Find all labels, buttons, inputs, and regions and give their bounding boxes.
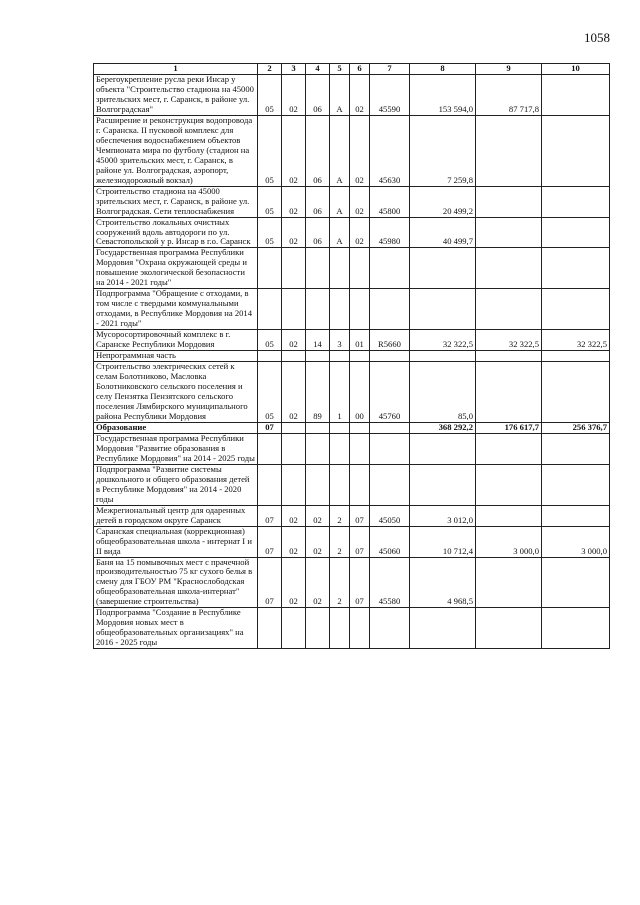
subprogram-code: [330, 608, 350, 649]
section-code: [258, 433, 282, 464]
program-code: [306, 289, 330, 330]
budget-table: [93, 63, 610, 649]
section-code: [258, 248, 282, 289]
amount-col8: [410, 248, 476, 289]
section-code: 07: [258, 557, 282, 608]
subprogram-code: 3: [330, 330, 350, 351]
amount-col8: 7 259,8: [410, 115, 476, 186]
subsection-code: 02: [282, 330, 306, 351]
program-code: [306, 608, 330, 649]
amount-col10: [542, 351, 610, 362]
program-code: 02: [306, 526, 330, 557]
subprogram-code: 1: [330, 362, 350, 423]
target-code: [370, 464, 410, 505]
subprogram-code: 2: [330, 526, 350, 557]
table-header: [94, 64, 610, 75]
subsection-code: 02: [282, 505, 306, 526]
row-name: Строительство электрических сетей к селам Болотниково, Масловка Болотниковского сельского поселения и селу Пензятка Пензятского сельского поселения Лямбирского муниципального района Республики Мордовия: [94, 362, 258, 423]
amount-col9: 3 000,0: [476, 526, 542, 557]
amount-col8: 40 499,7: [410, 217, 476, 248]
subsection-code: 02: [282, 362, 306, 423]
amount-col10: 32 322,5: [542, 330, 610, 351]
amount-col8: 32 322,5: [410, 330, 476, 351]
program-code: 02: [306, 557, 330, 608]
amount-col8: [410, 351, 476, 362]
subsection-code: [282, 464, 306, 505]
program-code: [306, 464, 330, 505]
column-header-7: 7: [370, 64, 410, 75]
target-code: 45060: [370, 526, 410, 557]
table-row: [94, 608, 610, 649]
amount-col10: [542, 362, 610, 423]
page-number: 1058: [584, 30, 610, 45]
subsection-code: 02: [282, 217, 306, 248]
column-header-1: 1: [94, 64, 258, 75]
subprogram-code: [330, 433, 350, 464]
subprogram-code: А: [330, 186, 350, 217]
row-name: Саранская специальная (коррекционная) общеобразовательная школа - интернат I и II вида: [94, 526, 258, 557]
amount-col9: [476, 186, 542, 217]
direction-code: 07: [350, 505, 370, 526]
subprogram-code: А: [330, 74, 350, 115]
subsection-code: [282, 433, 306, 464]
target-code: [370, 422, 410, 433]
target-code: 45580: [370, 557, 410, 608]
amount-col10: [542, 289, 610, 330]
amount-col8: 85,0: [410, 362, 476, 423]
target-code: 45630: [370, 115, 410, 186]
table-row: [94, 248, 610, 289]
amount-col8: 153 594,0: [410, 74, 476, 115]
row-name: Расширение и реконструкция водопровода г. Саранска. II пусковой комплекс для обеспечения водоснабжением объектов Чемпионата мира по футболу (стадион на 45000 зрительских мест, г. Саранск, в районе ул. Волгоградская, аэропорт, железнодорожный вокзал): [94, 115, 258, 186]
direction-code: 02: [350, 217, 370, 248]
direction-code: 02: [350, 115, 370, 186]
table-row: [94, 186, 610, 217]
subprogram-code: 2: [330, 557, 350, 608]
subsection-code: 02: [282, 557, 306, 608]
section-code: [258, 351, 282, 362]
row-name: Строительство стадиона на 45000 зрительских мест, г. Саранск, в районе ул. Волгоградская. Сети теплоснабжения: [94, 186, 258, 217]
subsection-code: 02: [282, 526, 306, 557]
amount-col10: [542, 557, 610, 608]
direction-code: 01: [350, 330, 370, 351]
amount-col8: 10 712,4: [410, 526, 476, 557]
amount-col9: [476, 217, 542, 248]
row-name: Строительство локальных очистных сооружений вдоль автодороги по ул. Севастопольской у р. Инсар в г.о. Саранск: [94, 217, 258, 248]
table-row: [94, 362, 610, 423]
row-name: Государственная программа Республики Мордовия "Охрана окружающей среды и повышение экологической безопасности на 2014 - 2021 годы": [94, 248, 258, 289]
column-header-8: 8: [410, 64, 476, 75]
table-row: [94, 351, 610, 362]
direction-code: 02: [350, 186, 370, 217]
table-row: [94, 330, 610, 351]
program-code: 89: [306, 362, 330, 423]
program-code: 02: [306, 505, 330, 526]
column-header-10: 10: [542, 64, 610, 75]
target-code: R5660: [370, 330, 410, 351]
amount-col9: 176 617,7: [476, 422, 542, 433]
program-code: 06: [306, 217, 330, 248]
section-code: 05: [258, 217, 282, 248]
amount-col8: 4 968,5: [410, 557, 476, 608]
amount-col9: [476, 557, 542, 608]
row-name: Межрегиональный центр для одаренных детей в городском округе Саранск: [94, 505, 258, 526]
subprogram-code: 2: [330, 505, 350, 526]
section-code: 07: [258, 422, 282, 433]
section-code: 05: [258, 115, 282, 186]
row-name: Образование: [94, 422, 258, 433]
amount-col10: [542, 433, 610, 464]
section-code: [258, 289, 282, 330]
subsection-code: 02: [282, 115, 306, 186]
table-row: [94, 289, 610, 330]
amount-col9: 32 322,5: [476, 330, 542, 351]
amount-col10: [542, 217, 610, 248]
subsection-code: [282, 351, 306, 362]
target-code: 45590: [370, 74, 410, 115]
column-header-3: 3: [282, 64, 306, 75]
subprogram-code: [330, 351, 350, 362]
amount-col9: [476, 505, 542, 526]
table-row: [94, 464, 610, 505]
row-name: Подпрограмма "Развитие системы дошкольного и общего образования детей в Республике Мордовия" на 2014 - 2020 годы: [94, 464, 258, 505]
amount-col9: [476, 351, 542, 362]
header-row: [94, 64, 610, 75]
target-code: [370, 433, 410, 464]
target-code: [370, 248, 410, 289]
amount-col10: [542, 248, 610, 289]
amount-col10: 256 376,7: [542, 422, 610, 433]
subsection-code: [282, 422, 306, 433]
amount-col10: [542, 186, 610, 217]
column-header-4: 4: [306, 64, 330, 75]
row-name: Государственная программа Республики Мордовия "Развитие образования в Республике Мордовия" на 2014 - 2025 годы: [94, 433, 258, 464]
column-header-6: 6: [350, 64, 370, 75]
amount-col10: [542, 115, 610, 186]
table-row: [94, 557, 610, 608]
table-row: [94, 526, 610, 557]
direction-code: [350, 608, 370, 649]
table-row: [94, 505, 610, 526]
column-header-2: 2: [258, 64, 282, 75]
amount-col10: [542, 608, 610, 649]
direction-code: 02: [350, 74, 370, 115]
amount-col9: [476, 433, 542, 464]
amount-col8: 368 292,2: [410, 422, 476, 433]
section-code: 05: [258, 186, 282, 217]
subprogram-code: А: [330, 115, 350, 186]
direction-code: [350, 464, 370, 505]
amount-col9: [476, 608, 542, 649]
row-name: Берегоукрепление русла реки Инсар у объекта "Строительство стадиона на 45000 зрительских мест, г. Саранск, в районе ул. Волгоградская": [94, 74, 258, 115]
amount-col8: [410, 464, 476, 505]
column-header-9: 9: [476, 64, 542, 75]
target-code: 45800: [370, 186, 410, 217]
subsection-code: [282, 289, 306, 330]
target-code: [370, 608, 410, 649]
target-code: 45980: [370, 217, 410, 248]
subprogram-code: [330, 422, 350, 433]
program-code: [306, 351, 330, 362]
row-name: Подпрограмма "Создание в Республике Мордовия новых мест в общеобразовательных организациях" на 2016 - 2025 годы: [94, 608, 258, 649]
direction-code: [350, 433, 370, 464]
direction-code: 07: [350, 526, 370, 557]
subsection-code: 02: [282, 74, 306, 115]
direction-code: [350, 289, 370, 330]
direction-code: 00: [350, 362, 370, 423]
subprogram-code: [330, 464, 350, 505]
amount-col10: 3 000,0: [542, 526, 610, 557]
amount-col9: [476, 248, 542, 289]
program-code: 14: [306, 330, 330, 351]
target-code: 45760: [370, 362, 410, 423]
amount-col10: [542, 464, 610, 505]
subprogram-code: [330, 289, 350, 330]
program-code: 06: [306, 115, 330, 186]
target-code: [370, 351, 410, 362]
amount-col9: [476, 464, 542, 505]
direction-code: [350, 351, 370, 362]
amount-col8: [410, 289, 476, 330]
program-code: [306, 433, 330, 464]
amount-col9: [476, 115, 542, 186]
row-name: Непрограммная часть: [94, 351, 258, 362]
row-name: Мусоросортировочный комплекс в г. Саранске Республики Мордовия: [94, 330, 258, 351]
section-code: [258, 464, 282, 505]
direction-code: 07: [350, 557, 370, 608]
target-code: 45050: [370, 505, 410, 526]
subprogram-code: А: [330, 217, 350, 248]
amount-col8: [410, 608, 476, 649]
table-row: [94, 433, 610, 464]
row-name: Баня на 15 помывочных мест с прачечной производительностью 75 кг сухого белья в смену для ГБОУ РМ "Краснослободская общеобразовательная школа-интернат" (завершение строительства): [94, 557, 258, 608]
direction-code: [350, 422, 370, 433]
amount-col10: [542, 505, 610, 526]
program-code: [306, 422, 330, 433]
amount-col10: [542, 74, 610, 115]
table-row: [94, 217, 610, 248]
amount-col9: 87 717,8: [476, 74, 542, 115]
section-code: 07: [258, 505, 282, 526]
amount-col8: 20 499,2: [410, 186, 476, 217]
table-row: [94, 74, 610, 115]
subprogram-code: [330, 248, 350, 289]
table-row: [94, 115, 610, 186]
subsection-code: [282, 608, 306, 649]
amount-col8: 3 012,0: [410, 505, 476, 526]
target-code: [370, 289, 410, 330]
subsection-code: [282, 248, 306, 289]
column-header-5: 5: [330, 64, 350, 75]
program-code: [306, 248, 330, 289]
section-code: [258, 608, 282, 649]
subsection-code: 02: [282, 186, 306, 217]
amount-col9: [476, 362, 542, 423]
section-code: 05: [258, 74, 282, 115]
table-body: [94, 74, 610, 648]
program-code: 06: [306, 74, 330, 115]
direction-code: [350, 248, 370, 289]
row-name: Подпрограмма "Обращение с отходами, в том числе с твердыми коммунальными отходами, в Республике Мордовия на 2014 - 2021 годы": [94, 289, 258, 330]
section-code: 05: [258, 362, 282, 423]
amount-col9: [476, 289, 542, 330]
table-row: [94, 422, 610, 433]
section-code: 05: [258, 330, 282, 351]
program-code: 06: [306, 186, 330, 217]
amount-col8: [410, 433, 476, 464]
section-code: 07: [258, 526, 282, 557]
